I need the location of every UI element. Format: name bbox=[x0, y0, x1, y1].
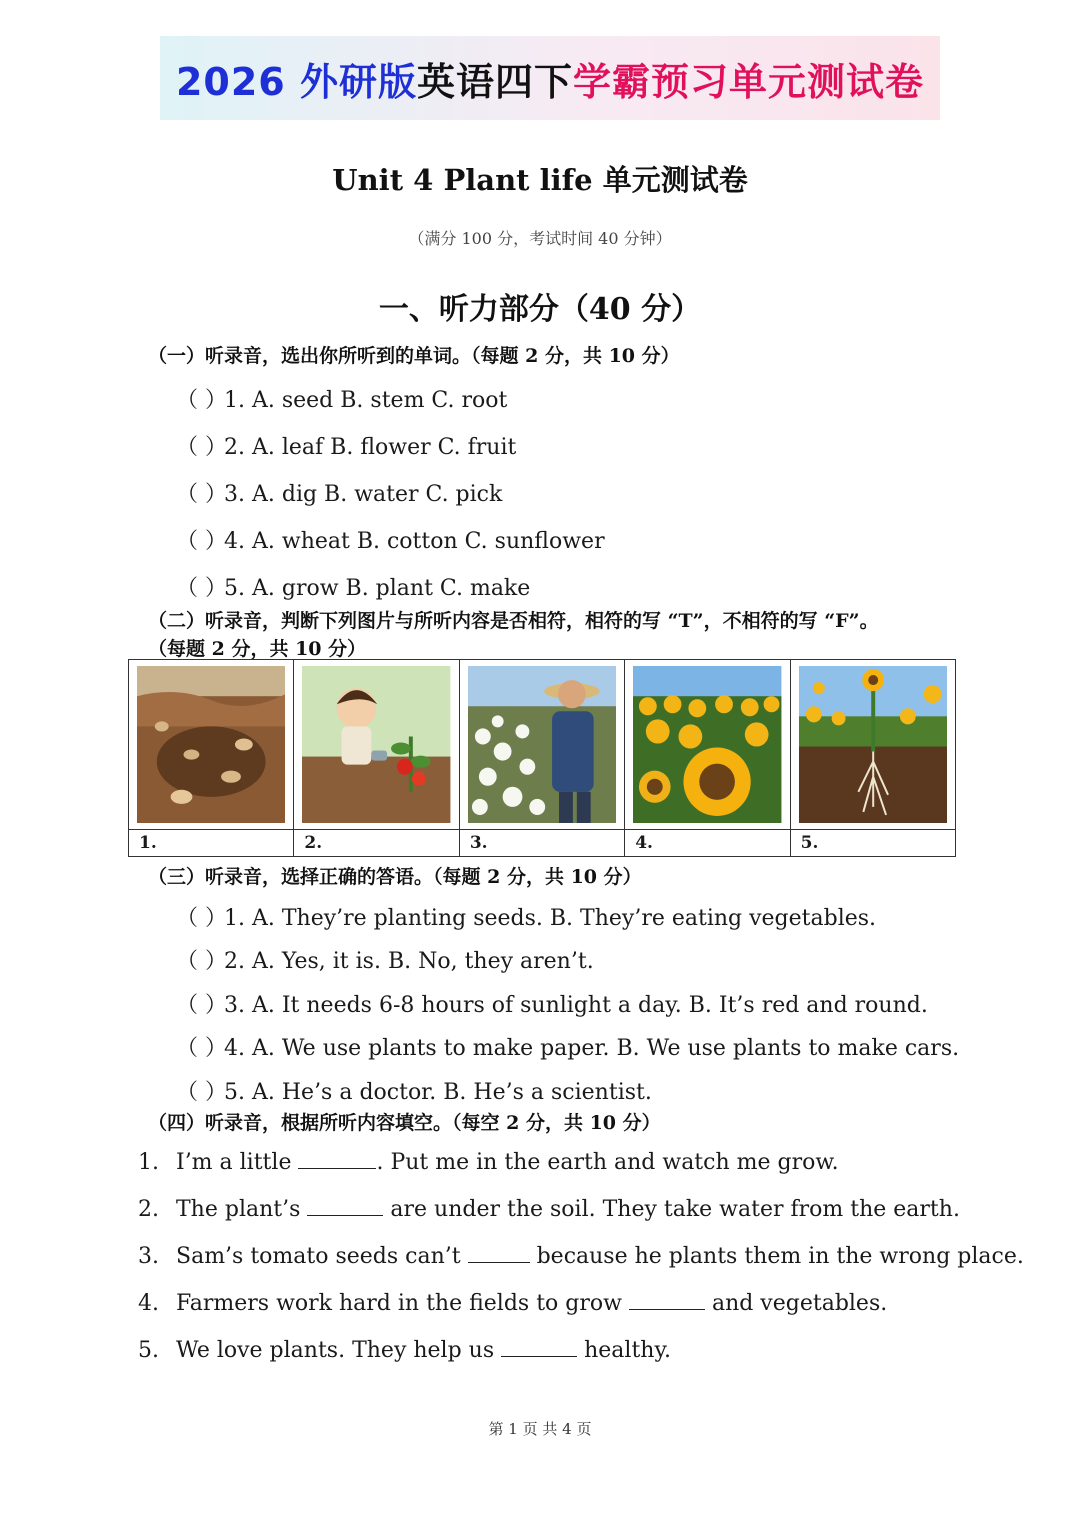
fill-blank-item bbox=[138, 1291, 887, 1316]
answer-parentheses[interactable]: （ ） bbox=[176, 993, 227, 1018]
boy-watering-tomato-image bbox=[294, 660, 458, 830]
item-number: 1. bbox=[138, 1150, 159, 1175]
section-3-question bbox=[176, 1031, 959, 1062]
answer-parentheses[interactable]: （ ） bbox=[176, 1036, 227, 1061]
picture-cell bbox=[625, 660, 790, 856]
banner-year-edition: 2026 外研版 bbox=[175, 59, 417, 104]
section-3-title: （三）听录音，选择正确的答语。（每题 2 分，共 10 分） bbox=[148, 866, 642, 888]
question-text: 4. A. We use plants to make paper. B. We use plants to make cars. bbox=[224, 1036, 960, 1061]
text-after-blank: and vegetables. bbox=[704, 1291, 888, 1316]
answer-parentheses[interactable]: （ ） bbox=[176, 388, 227, 413]
picture-number: 1. bbox=[139, 833, 157, 853]
fill-blank-item bbox=[138, 1197, 960, 1222]
text-after-blank: . Put me in the earth and watch me grow. bbox=[376, 1150, 839, 1175]
section-2-title-score: （每题 2 分，共 10 分） bbox=[148, 638, 367, 660]
answer-blank[interactable] bbox=[307, 1197, 383, 1216]
header-banner bbox=[160, 36, 940, 120]
answer-parentheses[interactable]: （ ） bbox=[176, 482, 227, 507]
picture-number: 3. bbox=[469, 833, 488, 853]
text-after-blank: because he plants them in the wrong place. bbox=[529, 1244, 1024, 1269]
section-1-question bbox=[176, 477, 502, 508]
question-text: 3. A. dig B. water C. pick bbox=[224, 482, 503, 507]
answer-blank[interactable] bbox=[298, 1150, 376, 1169]
section-3-question bbox=[176, 1075, 652, 1106]
text-after-blank: are under the soil. They take water from the earth. bbox=[383, 1197, 960, 1222]
question-text: 5. A. grow B. plant C. make bbox=[224, 576, 531, 601]
section-4-title: （四）听录音，根据所听内容填空。（每空 2 分，共 10 分） bbox=[148, 1112, 661, 1134]
fill-blank-item bbox=[138, 1338, 671, 1363]
part-title: 一、听力部分（40 分） bbox=[378, 292, 702, 327]
picture-number: 5. bbox=[800, 833, 819, 853]
section-1-question bbox=[176, 430, 516, 461]
answer-parentheses[interactable]: （ ） bbox=[176, 576, 227, 601]
section-1-question bbox=[176, 383, 507, 414]
question-text: 1. A. seed B. stem C. root bbox=[224, 388, 508, 413]
question-text: 1. A. They’re planting seeds. B. They’re eating vegetables. bbox=[224, 906, 877, 931]
question-text: 5. A. He’s a doctor. B. He’s a scientist. bbox=[224, 1080, 652, 1105]
picture-cell bbox=[294, 660, 459, 856]
seeds-in-soil-image bbox=[129, 660, 293, 830]
score-note: （满分 100 分，考试时间 40 分钟） bbox=[408, 229, 672, 248]
answer-blank[interactable] bbox=[468, 1244, 530, 1263]
section-1-question bbox=[176, 524, 605, 555]
picture-number: 2. bbox=[304, 833, 323, 853]
sunflower-roots-image bbox=[791, 660, 955, 830]
item-number: 3. bbox=[138, 1244, 159, 1269]
picture-cell bbox=[129, 660, 294, 856]
section-1-question bbox=[176, 571, 530, 602]
text-before-blank: The plant’s bbox=[176, 1197, 308, 1222]
picture-cell bbox=[791, 660, 955, 856]
section-3-question bbox=[176, 901, 876, 932]
text-before-blank: I’m a little bbox=[176, 1150, 299, 1175]
answer-blank[interactable] bbox=[629, 1291, 705, 1310]
item-number: 5. bbox=[138, 1338, 159, 1363]
picture-number: 4. bbox=[635, 833, 653, 853]
answer-parentheses[interactable]: （ ） bbox=[176, 906, 227, 931]
answer-parentheses[interactable]: （ ） bbox=[176, 529, 227, 554]
question-text: 2. A. Yes, it is. B. No, they aren’t. bbox=[224, 949, 594, 974]
text-before-blank: We love plants. They help us bbox=[176, 1338, 502, 1363]
page-footer: 第 1 页 共 4 页 bbox=[488, 1420, 592, 1438]
question-text: 2. A. leaf B. flower C. fruit bbox=[224, 435, 517, 460]
section-2-title: （二）听录音，判断下列图片与所听内容是否相符，相符的写 “T”，不相符的写 “F”。 bbox=[148, 610, 879, 632]
farmer-picking-cotton-image bbox=[460, 660, 624, 830]
answer-blank[interactable] bbox=[501, 1338, 577, 1357]
text-before-blank: Sam’s tomato seeds can’t bbox=[176, 1244, 468, 1269]
unit-title: Unit 4 Plant life 单元测试卷 bbox=[332, 163, 748, 197]
sunflower-field-image bbox=[625, 660, 789, 830]
fill-blank-item bbox=[138, 1150, 839, 1175]
text-before-blank: Farmers work hard in the fields to grow bbox=[176, 1291, 629, 1316]
section-3-question bbox=[176, 944, 594, 975]
answer-parentheses[interactable]: （ ） bbox=[176, 949, 227, 974]
banner-test-name: 学霸预习单元测试卷 bbox=[573, 59, 925, 104]
item-number: 4. bbox=[138, 1291, 159, 1316]
question-text: 3. A. It needs 6-8 hours of sunlight a day. B. It’s red and round. bbox=[224, 993, 928, 1018]
picture-cell bbox=[460, 660, 625, 856]
answer-parentheses[interactable]: （ ） bbox=[176, 435, 227, 460]
question-text: 4. A. wheat B. cotton C. sunflower bbox=[224, 529, 605, 554]
section-1-title: （一）听录音，选出你所听到的单词。（每题 2 分，共 10 分） bbox=[148, 345, 680, 367]
item-number: 2. bbox=[138, 1197, 159, 1222]
section-3-question bbox=[176, 988, 928, 1019]
text-after-blank: healthy. bbox=[577, 1338, 671, 1363]
banner-subject: 英语四下 bbox=[416, 59, 573, 104]
fill-blank-item bbox=[138, 1244, 1024, 1269]
answer-parentheses[interactable]: （ ） bbox=[176, 1080, 227, 1105]
picture-table bbox=[128, 659, 956, 857]
